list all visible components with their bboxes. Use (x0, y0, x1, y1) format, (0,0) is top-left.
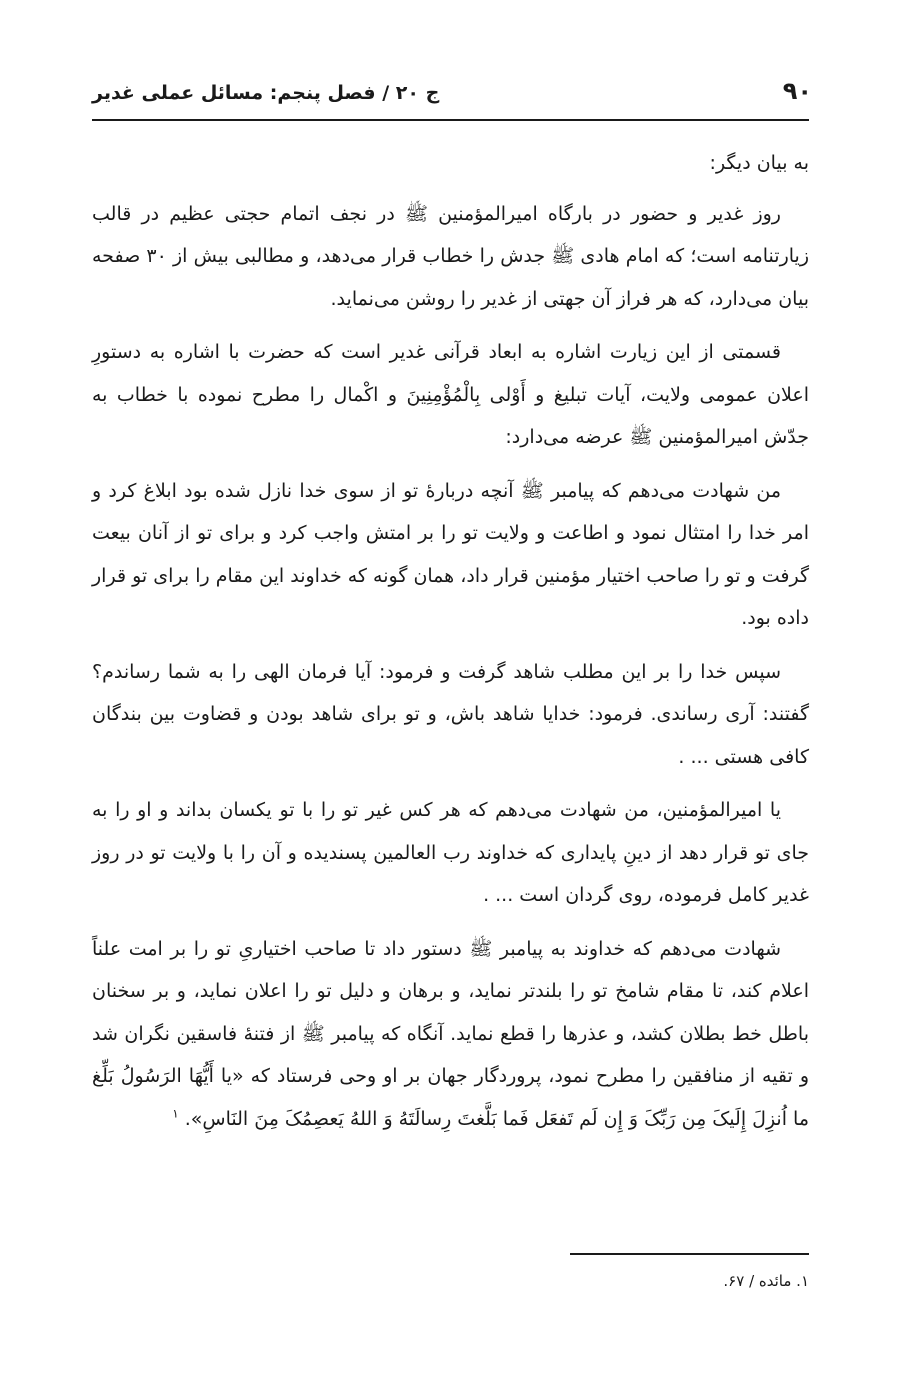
body-text (92, 142, 809, 1151)
paragraph-3: من شهادت می‌دهم که پیامبر ﷺ آنچه دربارهٔ تو از سوی خدا نازل شده بود ابلاغ کرد و امر خدا را امتثال نمود و اطاعت و ولایت تو را بر امتش واجب کرد و برای تو از آنان بیعت گرفت و تو را صاحب اختیار مؤمنین قرار داد، همان گونه که خداوند این مقام را برای تو قرار داده بود. (92, 479, 809, 629)
paragraph-5: یا امیرالمؤمنین، من شهادت می‌دهم که هر کس غیر تو را با تو یکسان بداند و او را به جای تو قرار دهد از دینِ پایداری که خداوند رب العالمین پسندیده و آن را با ولایت تو در روز غدیر کامل فرموده، روی گردان است ... . (92, 799, 809, 906)
paragraph-6-text: شهادت می‌دهم که خداوند به پیامبر ﷺ دستور داد تا صاحب اختیاریِ تو را بر امت علناً اعلام کند، تا مقام شامخ تو را بلندتر نماید، و برهان و دلیل تو را اعلان نماید، و بر سخنان باطل خط بطلان کشد، و عذرها را قطع نماید. آنگاه که پیامبر ﷺ از فتنهٔ فاسقین نگران شد و تقیه از منافقین را مطرح نمود، پروردگار جهان بر او وحی فرستاد که «یا أَیُّهَا الرَسُولُ بَلِّغ ما اُنزِلَ إِلَیکَ مِن رَبِّکَ وَ إِن لَم تَفعَل فَما بَلَّغتَ رِسالَتَهُ وَ اللهُ یَعصِمُکَ مِنَ النَاسِ». (92, 937, 809, 1130)
header-rule (92, 119, 809, 121)
intro-line: به بیان دیگر: (709, 152, 809, 174)
footnote-rule (570, 1253, 809, 1255)
footnote: ۱. مائده / ۶۷. (723, 1272, 809, 1290)
page-number: ۹۰ (782, 77, 812, 105)
paragraph-6 (92, 928, 809, 1141)
running-title: ج ۲۰ / فصل پنجم: مسائل عملی غدیر (92, 82, 440, 104)
footnote-marker[interactable]: ۱ (172, 1106, 179, 1121)
paragraph-1: روز غدیر و حضور در بارگاه امیرالمؤمنین ﷺ در نجف اتمام حجتی عظیم در قالب زیارتنامه است؛ که امام هادی ﷺ جدش را خطاب قرار می‌دهد، و مطالبی بیش از ۳۰ صفحه بیان می‌دارد، که هر فراز آن جهتی از غدیر را روشن می‌نماید. (92, 202, 809, 310)
paragraph-4: سپس خدا را بر این مطلب شاهد گرفت و فرمود: آیا فرمان الهی را به شما رساندم؟ گفتند: آری رساندی. فرمود: خدایا شاهد باش، و تو برای شاهد بودن و قضاوت بین بندگان کافی هستی ... . (92, 660, 809, 768)
paragraph-2: قسمتی از این زیارت اشاره به ابعاد قرآنی غدیر است که حضرت با اشاره به دستورِ اعلان عمومی ولایت، آیات تبلیغ و أَوْلی بِالْمُؤْمِنِینَ و اکْمال را مطرح نموده با خطاب به جدّش امیرالمؤمنین ﷺ عرضه می‌دارد: (92, 341, 809, 448)
